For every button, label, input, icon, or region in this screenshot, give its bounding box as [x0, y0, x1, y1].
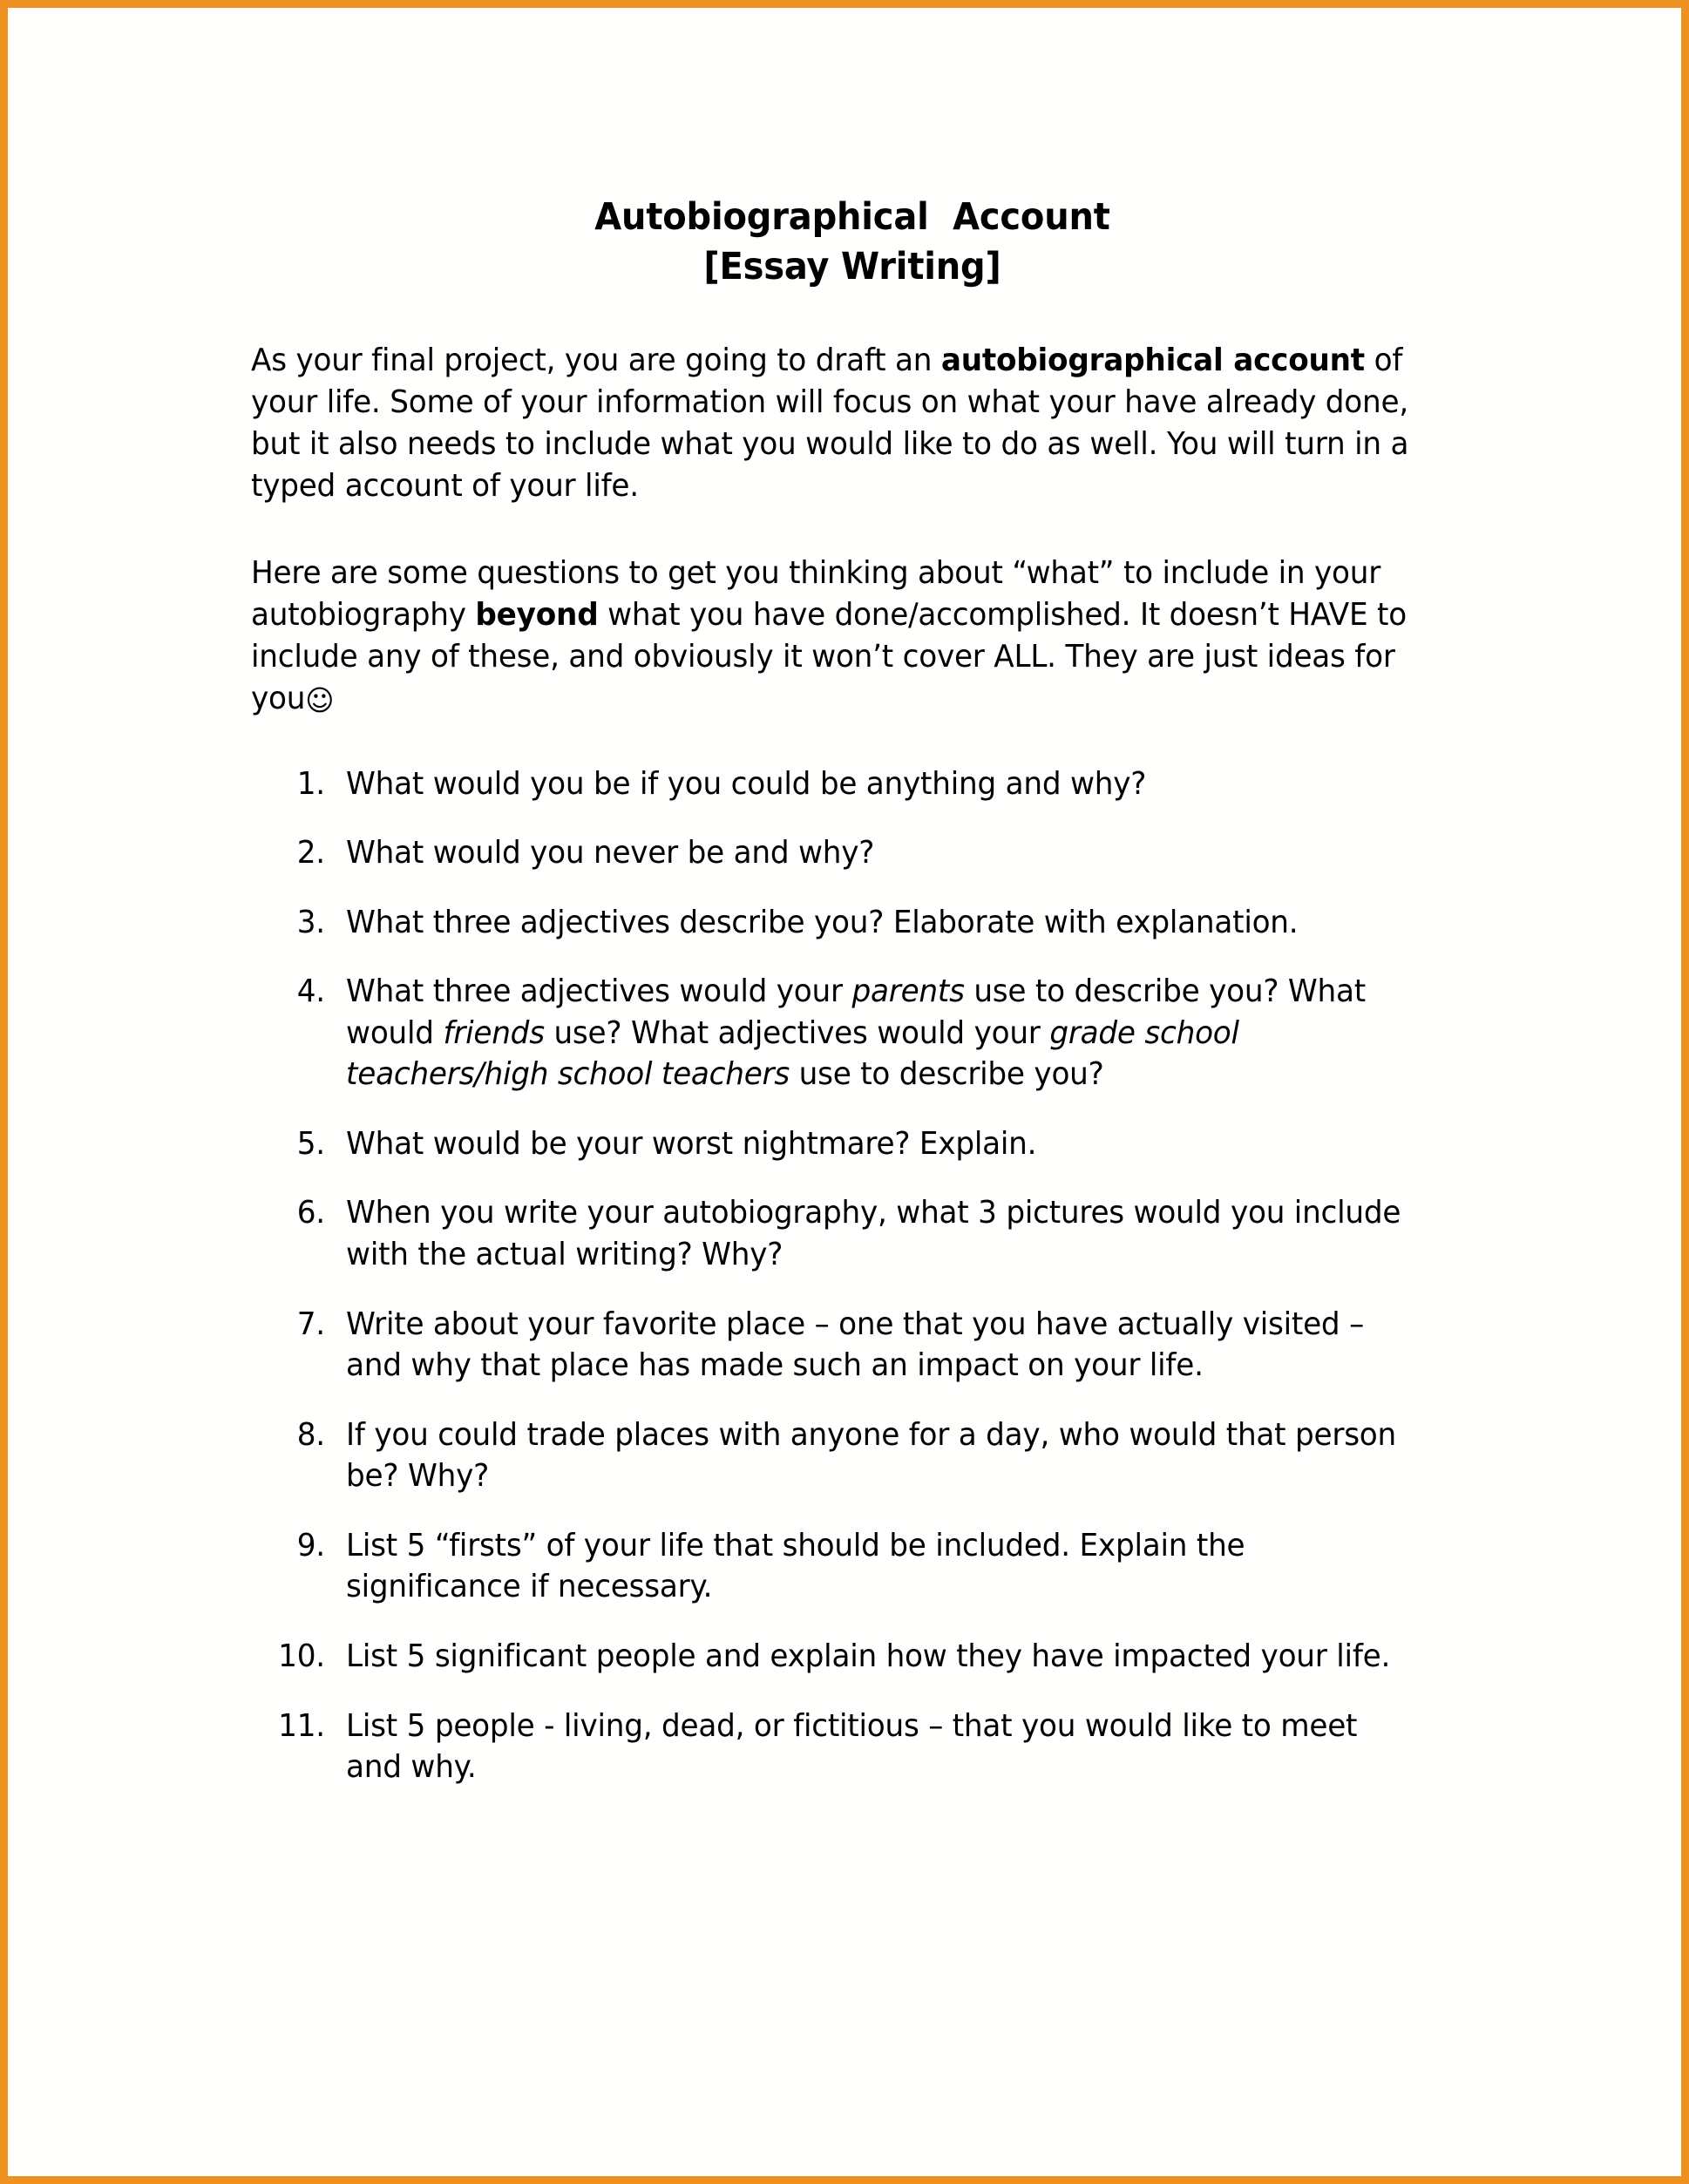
list-item	[251, 763, 1412, 805]
item4-italic-parents: parents	[851, 973, 965, 1010]
list-item-text: What would be your worst nightmare? Explain.	[346, 1125, 1037, 1162]
list-item-text: List 5 “firsts” of your life that should be included. Explain the significance if necessary.	[346, 1527, 1245, 1605]
intro-1-bold-phrase: autobiographical account	[940, 342, 1365, 378]
item4-italic-friends: friends	[443, 1014, 545, 1051]
list-item	[251, 1304, 1412, 1387]
list-item-text: List 5 people - living, dead, or fictitious – that you would like to meet and why.	[346, 1707, 1358, 1786]
title-line-2: [Essay Writing]	[703, 244, 1001, 288]
intro-paragraph-2	[251, 553, 1412, 720]
list-item	[251, 1192, 1412, 1275]
question-list	[251, 763, 1454, 1788]
list-item-text: If you could trade places with anyone for a day, who would that person be? Why?	[346, 1416, 1396, 1495]
intro-1-tail: of your life. Some of your information will focus on what your have already done, but it also needs to include what you would like to do as well. You will turn in a typed account of your life.	[251, 342, 1409, 505]
list-item-text	[346, 971, 1412, 1095]
list-item-text: What would you never be and why?	[346, 835, 875, 872]
list-item	[251, 1123, 1412, 1165]
list-item-text: List 5 significant people and explain how they have impacted your life.	[346, 1638, 1391, 1674]
item4-mid-1: use to describe you? What would	[346, 973, 1366, 1051]
intro-1-lead: As your final project, you are going to draft an	[251, 342, 941, 378]
list-item-number: 8.	[296, 1416, 325, 1453]
intro-2-bold-phrase: beyond	[475, 597, 599, 634]
list-item-number: 1.	[296, 765, 325, 802]
list-item-number: 7.	[296, 1306, 325, 1342]
item4-italic-teachers: grade school teachers/high school teachers	[346, 1014, 1239, 1093]
page-sheet	[8, 8, 1681, 2176]
document-content	[251, 194, 1454, 1788]
list-item	[251, 1636, 1412, 1678]
list-item	[251, 1525, 1412, 1608]
list-item-number: 2.	[296, 835, 325, 872]
list-item	[251, 971, 1412, 1095]
page-title	[293, 194, 1411, 290]
list-item-number: 5.	[296, 1125, 325, 1162]
list-item-number: 4.	[296, 973, 325, 1010]
list-item-number: 9.	[296, 1527, 325, 1563]
item4-prefix: What three adjectives would your	[346, 973, 852, 1010]
list-item	[251, 1414, 1412, 1497]
list-item	[251, 902, 1412, 944]
smiley-face-icon: ☺	[305, 683, 335, 718]
list-item	[251, 1706, 1412, 1788]
list-item-number: 3.	[296, 904, 325, 940]
item4-suffix: use to describe you?	[790, 1056, 1104, 1093]
list-item	[251, 832, 1412, 874]
list-item-number: 10.	[278, 1638, 325, 1674]
list-item-number: 11.	[278, 1707, 325, 1744]
item4-mid-2: use? What adjectives would your	[544, 1014, 1050, 1051]
intro-2-tail: what you have done/accomplished. It doesn’t HAVE to include any of these, and obviously it won’t cover ALL. They are just ideas for you	[251, 597, 1407, 717]
list-item-number: 6.	[296, 1195, 325, 1231]
list-item-text: What would you be if you could be anything and why?	[346, 765, 1147, 802]
intro-2-lead: Here are some questions to get you thinking about “what” to include in your autobiography	[251, 555, 1381, 634]
list-item-text: When you write your autobiography, what 3 pictures would you include with the actual writing? Why?	[346, 1195, 1401, 1272]
title-line-1: Autobiographical Account	[594, 195, 1110, 239]
list-item-text: What three adjectives describe you? Elaborate with explanation.	[346, 904, 1299, 940]
intro-paragraph-1	[251, 340, 1412, 507]
list-item-text: Write about your favorite place – one that you have actually visited – and why that place has made such an impact on your life.	[346, 1306, 1364, 1384]
